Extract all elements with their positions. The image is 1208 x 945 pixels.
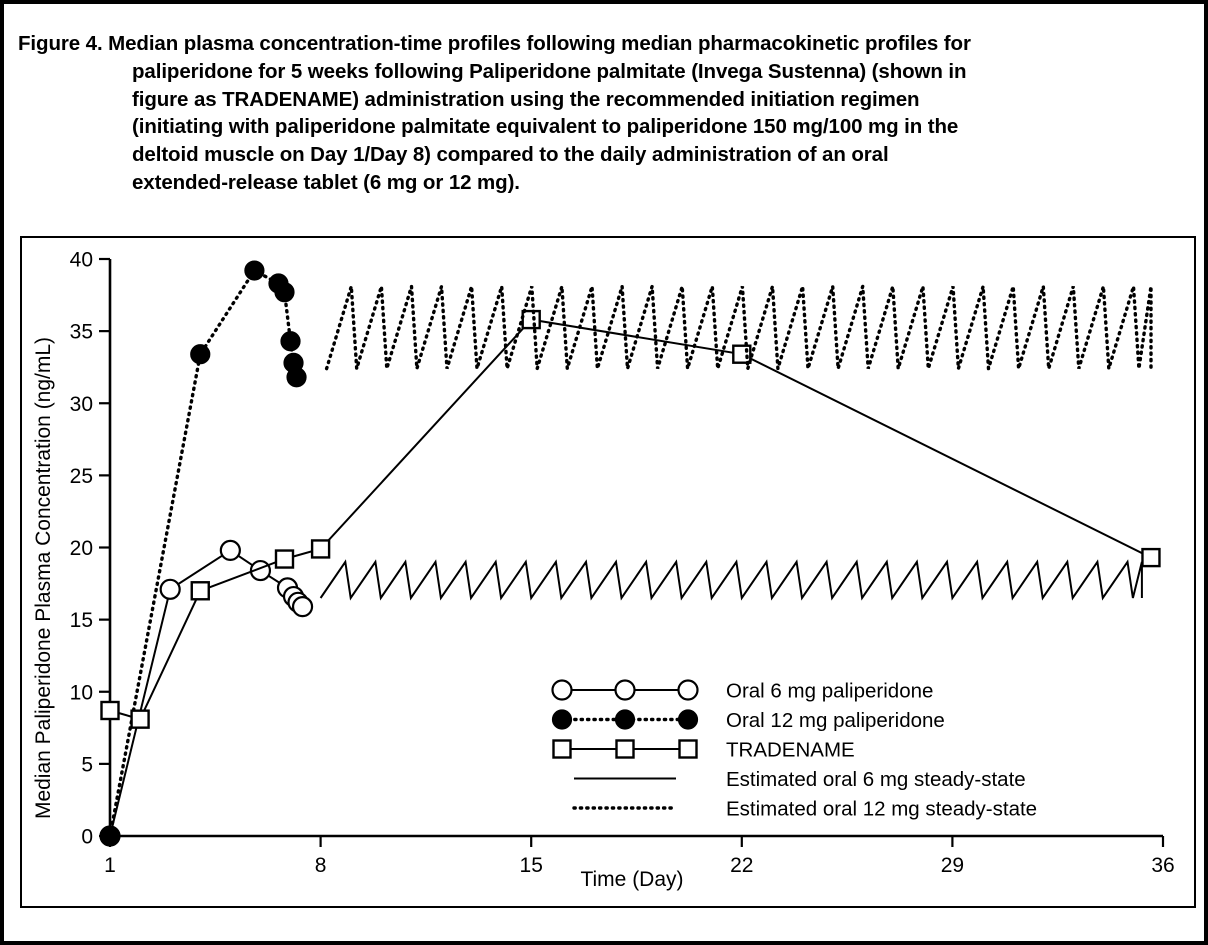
steady-state-sawtooth [321,562,1142,598]
data-point-marker [275,283,294,302]
data-point-marker [101,827,120,846]
caption-line-6: extended-release tablet (6 mg or 12 mg). [132,170,520,194]
y-tick-label: 15 [69,609,93,633]
data-point-marker [281,332,300,351]
caption-line-5: deltoid muscle on Day 1/Day 8) compared to the daily administration of an oral [132,143,889,167]
legend-item [574,798,1037,821]
y-tick-label: 5 [81,753,93,777]
data-point-marker [192,582,209,599]
x-tick-label: 29 [940,854,965,877]
data-point-marker [132,711,149,728]
caption-line-2: paliperidone for 5 weeks following Paliperidone palmitate (Invega Sustenna) (shown in [132,59,967,83]
y-tick-label: 30 [69,392,93,416]
figure-caption [18,30,1194,197]
caption-line-4: (initiating with paliperidone palmitate equivalent to paliperidone 150 mg/100 mg in the [132,115,959,139]
caption-line-3: figure as TRADENAME) administration using the recommended initiation regimen [132,87,920,111]
legend-marker [679,681,698,700]
legend-marker [554,741,571,758]
series-3 [321,562,1142,598]
data-point-marker [276,551,293,568]
legend-marker [617,741,634,758]
data-point-marker [161,580,180,599]
data-point-marker [191,345,210,364]
chart-plot-frame [20,236,1196,908]
legend-marker [680,741,697,758]
y-tick-label: 20 [69,537,93,560]
data-point-marker [523,311,540,328]
y-tick-label: 10 [69,681,93,705]
legend-item [553,709,945,732]
data-point-marker [312,540,329,557]
legend-label: Oral 12 mg paliperidone [726,709,945,732]
legend-item [554,739,855,762]
data-point-marker [733,346,750,363]
y-tick-label: 40 [69,248,93,272]
x-tick-label: 22 [730,854,754,877]
legend-marker [616,681,635,700]
legend-label: Estimated oral 6 mg steady-state [726,768,1026,791]
legend-item [574,768,1026,791]
x-tick-label: 8 [314,854,327,877]
data-point-marker [1142,549,1159,566]
legend-marker [616,710,635,729]
x-tick-label: 1 [104,854,116,877]
legend-label: Estimated oral 12 mg steady-state [726,797,1038,821]
caption-line-1: Figure 4. Median plasma concentration-time profiles following median pharmacokinetic profiles for [18,32,971,55]
series-2 [102,311,1160,728]
legend-marker [553,681,572,700]
y-tick-label: 25 [69,464,93,488]
data-point-marker [221,541,240,560]
data-point-marker [102,702,119,719]
x-axis-title: Time (Day) [580,868,684,891]
data-point-marker [293,597,312,616]
data-point-marker [287,368,306,387]
x-tick-label: 15 [519,854,543,877]
legend-marker [679,710,698,729]
series-line [110,320,1151,720]
y-axis-title: Median Paliperidone Plasma Concentration (ng/mL) [32,336,55,820]
y-tick-label: 0 [81,825,93,849]
legend-item [553,680,934,703]
data-point-marker [245,261,264,280]
pk-concentration-time-chart [22,238,1194,906]
y-tick-label: 35 [69,320,93,344]
legend-label: TRADENAME [726,738,855,762]
legend-label: Oral 6 mg paliperidone [726,679,934,703]
legend-marker [553,710,572,729]
x-tick-label: 36 [1151,854,1175,877]
y-axis [70,249,110,849]
chart-legend [553,680,1038,821]
